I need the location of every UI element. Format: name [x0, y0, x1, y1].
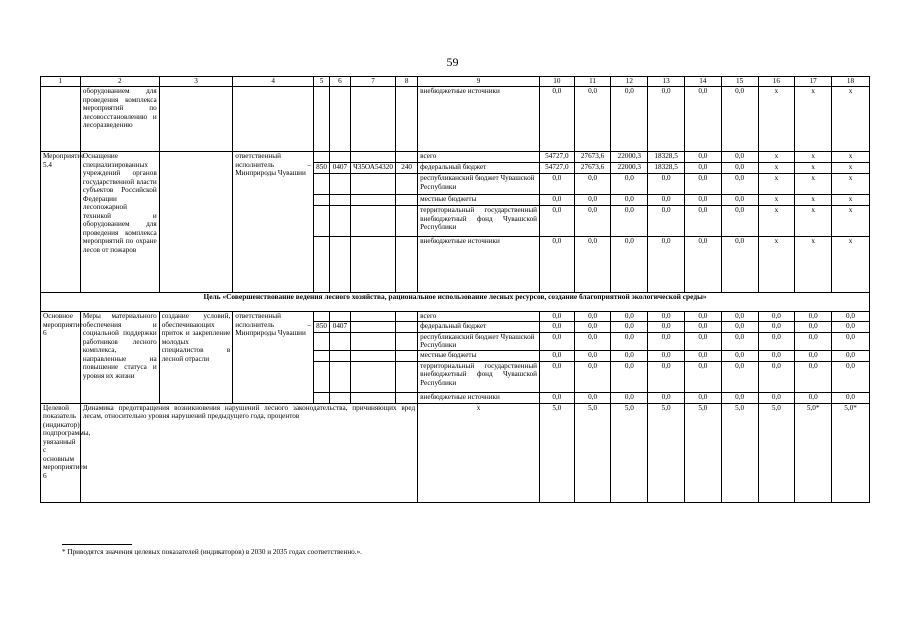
- funding-source: республиканский бюджет Чувашской Республики: [418, 174, 540, 195]
- value-cell: 27673,6: [574, 163, 611, 174]
- table-cell: [350, 312, 395, 322]
- value-cell: 0,0: [574, 321, 611, 332]
- column-number: 16: [758, 77, 795, 87]
- table-cell: [329, 174, 350, 195]
- value-cell: 0,0: [611, 195, 648, 206]
- budget-table: [40, 76, 870, 503]
- value-cell: 0,0: [574, 237, 611, 293]
- value-cell: 0,0: [684, 350, 721, 361]
- value-cell: 0,0: [611, 350, 648, 361]
- column-number: 3: [159, 77, 233, 87]
- value-cell: 0,0: [795, 332, 832, 350]
- value-cell: 0,0: [721, 332, 758, 350]
- value-cell: 0,0: [611, 332, 648, 350]
- responsible-executor: ответственный исполнитель – Минприроды Чувашии: [233, 312, 314, 404]
- table-cell: [159, 87, 233, 152]
- funding-source: территориальный государственный внебюджетный фонд Чувашской Республики: [418, 206, 540, 237]
- table-cell: [314, 312, 330, 322]
- table-cell: [314, 195, 330, 206]
- value-cell: 0,0: [721, 237, 758, 293]
- empty-cell: [159, 152, 233, 293]
- value-cell: 0,0: [684, 152, 721, 163]
- value-cell: 0,0: [832, 350, 870, 361]
- table-cell: [350, 195, 395, 206]
- value-cell: x: [795, 87, 832, 152]
- column-number: 8: [396, 77, 418, 87]
- value-cell: 0,0: [832, 332, 870, 350]
- value-cell: 0,0: [574, 174, 611, 195]
- value-cell: 0,0: [574, 195, 611, 206]
- value-cell: 0,0: [758, 361, 795, 392]
- table-cell: [314, 174, 330, 195]
- table-cell: [329, 332, 350, 350]
- table-cell: [350, 332, 395, 350]
- value-cell: 0,0: [648, 321, 685, 332]
- value-cell: 0,0: [721, 163, 758, 174]
- value-cell: x: [758, 163, 795, 174]
- value-cell: 0,0: [574, 392, 611, 403]
- table-cell: [314, 350, 330, 361]
- value-cell: 0,0: [758, 321, 795, 332]
- value-cell: x: [758, 152, 795, 163]
- value-cell: 0,0: [574, 350, 611, 361]
- value-cell: 0,0: [540, 195, 575, 206]
- value-cell: 0,0: [721, 350, 758, 361]
- value-cell: 0,0: [648, 206, 685, 237]
- funding-source: местные бюджеты: [418, 195, 540, 206]
- value-cell: 5,0: [574, 403, 611, 502]
- value-cell: 0,0: [611, 321, 648, 332]
- funding-source: внебюджетные источники: [418, 392, 540, 403]
- table-cell: [329, 87, 350, 152]
- value-cell: 0,0: [795, 361, 832, 392]
- value-cell: 0,0: [795, 312, 832, 322]
- value-cell: 0,0: [832, 312, 870, 322]
- value-cell: 0,0: [648, 332, 685, 350]
- table-cell: [396, 350, 418, 361]
- value-cell: 5,0: [684, 403, 721, 502]
- funding-source: всего: [418, 152, 540, 163]
- column-number: 12: [611, 77, 648, 87]
- value-cell: 0,0: [832, 392, 870, 403]
- value-cell: 0,0: [795, 392, 832, 403]
- column-number: 7: [350, 77, 395, 87]
- value-cell: x: [758, 87, 795, 152]
- value-cell: 0,0: [721, 312, 758, 322]
- indicator-x: x: [418, 403, 540, 502]
- code-target: Ч35ОА54320: [350, 163, 395, 174]
- funding-source: федеральный бюджет: [418, 163, 540, 174]
- table-cell: [396, 237, 418, 293]
- table-cell: [396, 174, 418, 195]
- value-cell: 5,0: [721, 403, 758, 502]
- table-cell: [396, 206, 418, 237]
- table-cell: [396, 361, 418, 392]
- value-cell: x: [795, 237, 832, 293]
- table-cell: [396, 332, 418, 350]
- value-cell: 0,0: [574, 361, 611, 392]
- value-cell: 0,0: [574, 312, 611, 322]
- main-measure-6-row: [41, 312, 870, 322]
- value-cell: 0,0: [540, 361, 575, 392]
- value-cell: x: [832, 152, 870, 163]
- value-cell: x: [795, 152, 832, 163]
- value-cell: x: [758, 237, 795, 293]
- table-cell: [350, 174, 395, 195]
- table-cell: [350, 206, 395, 237]
- value-cell: 0,0: [684, 163, 721, 174]
- footnote-divider: [62, 544, 132, 545]
- funding-source: внебюджетные источники: [418, 87, 540, 152]
- table-cell: [396, 195, 418, 206]
- funding-source: внебюджетные источники: [418, 237, 540, 293]
- table-cell: [329, 392, 350, 403]
- value-cell: x: [795, 163, 832, 174]
- value-cell: 0,0: [540, 392, 575, 403]
- value-cell: 54727,0: [540, 152, 575, 163]
- measure-name: Меры материального обеспечения и социальной поддержки работников лесного комплекса, направленные на повышение статуса и уровня их жизни: [80, 312, 159, 404]
- table-cell: [329, 195, 350, 206]
- column-number: 11: [574, 77, 611, 87]
- value-cell: 0,0: [721, 361, 758, 392]
- table-cell: [314, 206, 330, 237]
- value-cell: 0,0: [648, 87, 685, 152]
- value-cell: 0,0: [758, 312, 795, 322]
- column-number: 10: [540, 77, 575, 87]
- goal-row: [41, 293, 870, 312]
- table-cell: [396, 152, 418, 163]
- table-cell: [329, 350, 350, 361]
- value-cell: 0,0: [832, 321, 870, 332]
- table-cell: [314, 392, 330, 403]
- table-cell: [314, 87, 330, 152]
- value-cell: 5,0*: [795, 403, 832, 502]
- table-cell: [396, 312, 418, 322]
- indicator-name: Динамика предотвращения возникновения нарушений лесного законодательства, причиняющих вред лесам, относительно уровня нарушений предыдущего года, процентов: [80, 403, 417, 502]
- measure-name: Оснащение специализированных учреждений органов государственной власти субъектов Российской Федерации лесопожарной техникой и оборудованием для проведения комплекса мероприятий по охране лесов от пожаров: [80, 152, 159, 293]
- value-cell: 0,0: [684, 361, 721, 392]
- value-cell: x: [795, 195, 832, 206]
- continuation-row: [41, 87, 870, 152]
- value-cell: x: [832, 195, 870, 206]
- value-cell: 0,0: [648, 237, 685, 293]
- funding-source: федеральный бюджет: [418, 321, 540, 332]
- value-cell: 0,0: [540, 312, 575, 322]
- value-cell: x: [795, 206, 832, 237]
- value-cell: 0,0: [540, 350, 575, 361]
- column-number: 15: [721, 77, 758, 87]
- value-cell: x: [758, 195, 795, 206]
- measure-label: Основное мероприятие 6: [41, 312, 81, 404]
- table-cell: [329, 152, 350, 163]
- responsible-executor: ответственный исполнитель – Минприроды Чувашии: [233, 152, 314, 293]
- value-cell: 0,0: [721, 152, 758, 163]
- value-cell: 0,0: [758, 332, 795, 350]
- table-cell: [329, 312, 350, 322]
- expected-result: создание условий, обеспечивающих приток и закрепление молодых специалистов в лесной отрасли: [159, 312, 233, 404]
- value-cell: 0,0: [758, 350, 795, 361]
- value-cell: 18328,5: [648, 163, 685, 174]
- column-number: 2: [80, 77, 159, 87]
- value-cell: 0,0: [540, 237, 575, 293]
- value-cell: 0,0: [684, 332, 721, 350]
- table-cell: [396, 87, 418, 152]
- value-cell: 0,0: [611, 206, 648, 237]
- table-cell: [329, 237, 350, 293]
- value-cell: x: [758, 174, 795, 195]
- value-cell: 0,0: [540, 174, 575, 195]
- table-cell: [350, 392, 395, 403]
- value-cell: 0,0: [684, 195, 721, 206]
- column-number: 1: [41, 77, 81, 87]
- value-cell: 0,0: [540, 206, 575, 237]
- value-cell: 0,0: [540, 87, 575, 152]
- column-number: 14: [684, 77, 721, 87]
- table-cell: [350, 361, 395, 392]
- value-cell: 0,0: [574, 332, 611, 350]
- value-cell: 0,0: [540, 321, 575, 332]
- table-cell: [233, 87, 314, 152]
- value-cell: 0,0: [611, 174, 648, 195]
- value-cell: 5,0: [758, 403, 795, 502]
- value-cell: 5,0*: [832, 403, 870, 502]
- value-cell: x: [832, 237, 870, 293]
- value-cell: x: [795, 174, 832, 195]
- column-number: 4: [233, 77, 314, 87]
- value-cell: 0,0: [648, 312, 685, 322]
- value-cell: 0,0: [684, 321, 721, 332]
- value-cell: 0,0: [795, 321, 832, 332]
- table-cell: [350, 237, 395, 293]
- value-cell: 0,0: [684, 312, 721, 322]
- table-cell: [314, 332, 330, 350]
- code-expense: 240: [396, 163, 418, 174]
- value-cell: x: [758, 206, 795, 237]
- value-cell: 0,0: [721, 206, 758, 237]
- footnote: * Приводятся значения целевых показателей (индикаторов) в 2030 и 2035 годах соответственно.».: [62, 548, 362, 556]
- measure-label: Мероприятие 5.4: [41, 152, 81, 293]
- value-cell: 0,0: [758, 392, 795, 403]
- measure-name: оборудованием для проведения комплекса мероприятий по лесовосстановлению и лесоразведению: [80, 87, 159, 152]
- value-cell: 0,0: [721, 392, 758, 403]
- value-cell: 0,0: [684, 237, 721, 293]
- value-cell: 0,0: [648, 392, 685, 403]
- code-grbs: 850: [314, 163, 330, 174]
- value-cell: 0,0: [611, 392, 648, 403]
- value-cell: 0,0: [721, 195, 758, 206]
- page-number: 59: [446, 55, 459, 69]
- measure-5-4-row: [41, 152, 870, 163]
- value-cell: 0,0: [611, 87, 648, 152]
- header-row: [41, 77, 870, 87]
- value-cell: 0,0: [540, 332, 575, 350]
- value-cell: 0,0: [648, 350, 685, 361]
- table-cell: [314, 361, 330, 392]
- value-cell: 0,0: [832, 361, 870, 392]
- value-cell: 0,0: [721, 321, 758, 332]
- value-cell: 0,0: [611, 237, 648, 293]
- column-number: 5: [314, 77, 330, 87]
- value-cell: 0,0: [648, 174, 685, 195]
- value-cell: 0,0: [611, 361, 648, 392]
- value-cell: x: [832, 174, 870, 195]
- value-cell: 5,0: [648, 403, 685, 502]
- goal-heading: Цель «Совершенствование ведения лесного хозяйства, рациональное использование лесных ресурсов, создание благоприятной экологической среды»: [41, 293, 870, 312]
- value-cell: 5,0: [540, 403, 575, 502]
- column-number: 13: [648, 77, 685, 87]
- code-grbs: 850: [314, 321, 330, 332]
- table-cell: [396, 321, 418, 332]
- value-cell: 0,0: [648, 361, 685, 392]
- table-cell: [329, 206, 350, 237]
- value-cell: 27673,6: [574, 152, 611, 163]
- value-cell: 0,0: [574, 206, 611, 237]
- funding-source: республиканский бюджет Чувашской Республики: [418, 332, 540, 350]
- column-number: 6: [329, 77, 350, 87]
- value-cell: 0,0: [684, 87, 721, 152]
- value-cell: 0,0: [684, 206, 721, 237]
- value-cell: 54727,0: [540, 163, 575, 174]
- code-section: 0407: [329, 163, 350, 174]
- code-section: 0407: [329, 321, 350, 332]
- column-number: 17: [795, 77, 832, 87]
- table-cell: [314, 152, 330, 163]
- indicator-row: [41, 403, 870, 502]
- table-cell: [350, 87, 395, 152]
- funding-source: всего: [418, 312, 540, 322]
- table-cell: [396, 392, 418, 403]
- value-cell: 0,0: [721, 174, 758, 195]
- funding-source: местные бюджеты: [418, 350, 540, 361]
- value-cell: 0,0: [611, 312, 648, 322]
- empty-cell: [41, 87, 81, 152]
- value-cell: x: [832, 87, 870, 152]
- column-number: 9: [418, 77, 540, 87]
- value-cell: 0,0: [684, 392, 721, 403]
- value-cell: 0,0: [574, 87, 611, 152]
- indicator-label: Целевой показатель (индикатор) подпрограммы, увязанный с основным мероприятием 6: [41, 403, 81, 502]
- table-cell: [350, 350, 395, 361]
- column-number: 18: [832, 77, 870, 87]
- table-cell: [350, 321, 395, 332]
- value-cell: 22000,3: [611, 163, 648, 174]
- value-cell: x: [832, 163, 870, 174]
- value-cell: 0,0: [648, 195, 685, 206]
- value-cell: 0,0: [721, 87, 758, 152]
- value-cell: x: [832, 206, 870, 237]
- table-cell: [314, 237, 330, 293]
- value-cell: 0,0: [684, 174, 721, 195]
- value-cell: 18328,5: [648, 152, 685, 163]
- value-cell: 0,0: [795, 350, 832, 361]
- funding-source: территориальный государственный внебюджетный фонд Чувашской Республики: [418, 361, 540, 392]
- value-cell: 5,0: [611, 403, 648, 502]
- table-cell: [329, 361, 350, 392]
- value-cell: 22000,3: [611, 152, 648, 163]
- table-cell: [350, 152, 395, 163]
